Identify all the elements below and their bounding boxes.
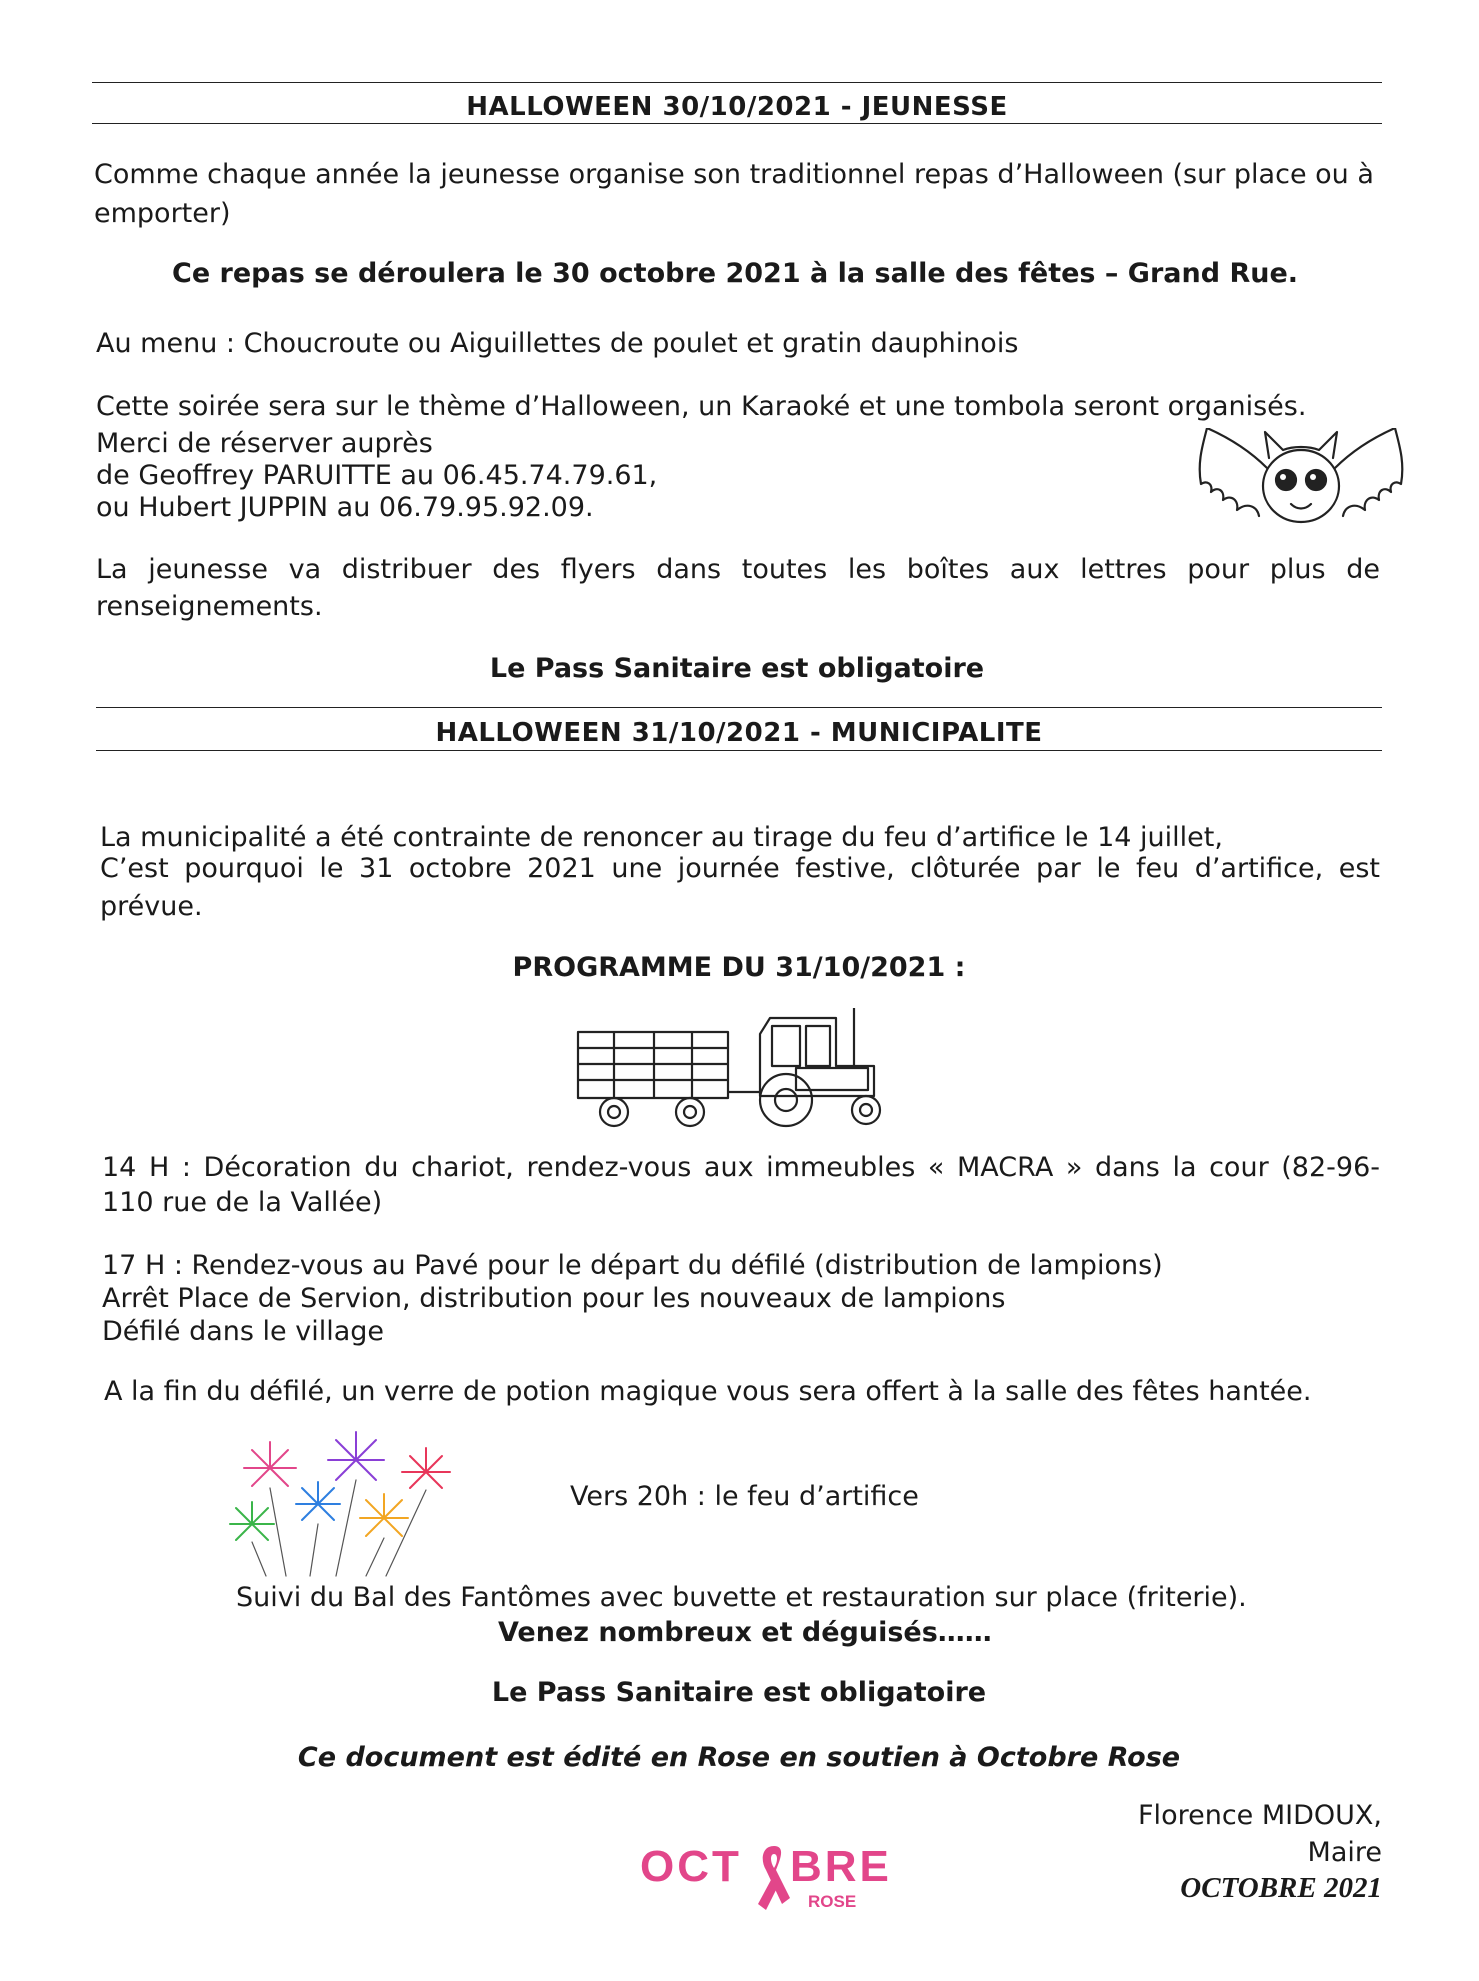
section2-item2-line2: Arrêt Place de Servion, distribution pour les nouveaux de lampions	[102, 1283, 1006, 1314]
section1-reserve-line2: de Geoffrey PARUITTE au 06.45.74.79.61,	[96, 460, 658, 491]
section2-intro-line3: prévue.	[100, 891, 203, 922]
section2-bottom-rule	[96, 750, 1382, 751]
section2-item1-line1: 14 H : Décoration du chariot, rendez-vous aux immeubles « MACRA » dans la cour (82-96-	[102, 1152, 1380, 1183]
section2-fireworks-line: Vers 20h : le feu d’artifice	[570, 1481, 919, 1512]
section1-theme-line: Cette soirée sera sur le thème d’Halloween, un Karaoké et une tombola seront organisés.	[96, 391, 1307, 422]
section2-title: HALLOWEEN 31/10/2021 - MUNICIPALITE	[435, 718, 1043, 748]
pink-ribbon-icon	[754, 1842, 794, 1918]
section2-intro-line2: C’est pourquoi le 31 octobre 2021 une journée festive, clôturée par le feu d’artifice, est	[100, 853, 1380, 884]
section1-flyers-line1: La jeunesse va distribuer des flyers dans toutes les boîtes aux lettres pour plus de	[96, 554, 1380, 585]
section2-bal-line: Suivi du Bal des Fantômes avec buvette et restauration sur place (friterie).	[236, 1582, 1247, 1613]
signature-name: Florence MIDOUX,	[1138, 1800, 1382, 1831]
section1-flyers-line2: renseignements.	[96, 591, 323, 622]
bat-illustration	[1195, 428, 1407, 536]
section2-venez-line: Venez nombreux et déguisés……	[498, 1617, 992, 1648]
section1-reserve-line3: ou Hubert JUPPIN au 06.79.95.92.09.	[96, 492, 594, 523]
section1-reserve-line1: Merci de réserver auprès	[96, 428, 433, 459]
section1-menu-line: Au menu : Choucroute ou Aiguillettes de poulet et gratin dauphinois	[96, 328, 1019, 359]
logo-word-right: BRE	[790, 1842, 892, 1891]
section2-program-title: PROGRAMME DU 31/10/2021 :	[512, 952, 966, 983]
section1-event-line: Ce repas se déroulera le 30 octobre 2021 à la salle des fêtes – Grand Rue.	[172, 258, 1299, 289]
section2-pass-line: Le Pass Sanitaire est obligatoire	[491, 1677, 987, 1708]
signature-role: Maire	[1307, 1837, 1382, 1868]
section2-item2-line1: 17 H : Rendez-vous au Pavé pour le départ du défilé (distribution de lampions)	[102, 1250, 1163, 1281]
section2-intro-line1: La municipalité a été contrainte de renoncer au tirage du feu d’artifice le 14 juillet,	[100, 822, 1223, 853]
section1-intro-line2: emporter)	[94, 198, 231, 229]
octobre-rose-logo	[640, 1842, 900, 1922]
section1-pass-line: Le Pass Sanitaire est obligatoire	[489, 653, 985, 684]
section1-title: HALLOWEEN 30/10/2021 - JEUNESSE	[466, 92, 1008, 122]
tractor-illustration	[574, 1004, 904, 1128]
section2-potion-line: A la fin du défilé, un verre de potion magique vous sera offert à la salle des fêtes hantée.	[104, 1376, 1312, 1407]
logo-word-left: OCT	[640, 1842, 742, 1891]
section1-intro-line1: Comme chaque année la jeunesse organise son traditionnel repas d’Halloween (sur place ou à	[94, 159, 1374, 190]
section2-item1-line2: 110 rue de la Vallée)	[102, 1187, 383, 1218]
section1-bottom-rule	[92, 123, 1382, 124]
section2-top-rule	[96, 707, 1382, 708]
section2-item2-line3: Défilé dans le village	[102, 1316, 385, 1347]
fireworks-illustration	[226, 1428, 456, 1578]
logo-sub: ROSE	[808, 1892, 857, 1911]
section1-top-rule	[92, 82, 1382, 83]
signature-date: OCTOBRE 2021	[1180, 1872, 1382, 1904]
section2-rose-line: Ce document est édité en Rose en soutien à Octobre Rose	[297, 1742, 1181, 1773]
